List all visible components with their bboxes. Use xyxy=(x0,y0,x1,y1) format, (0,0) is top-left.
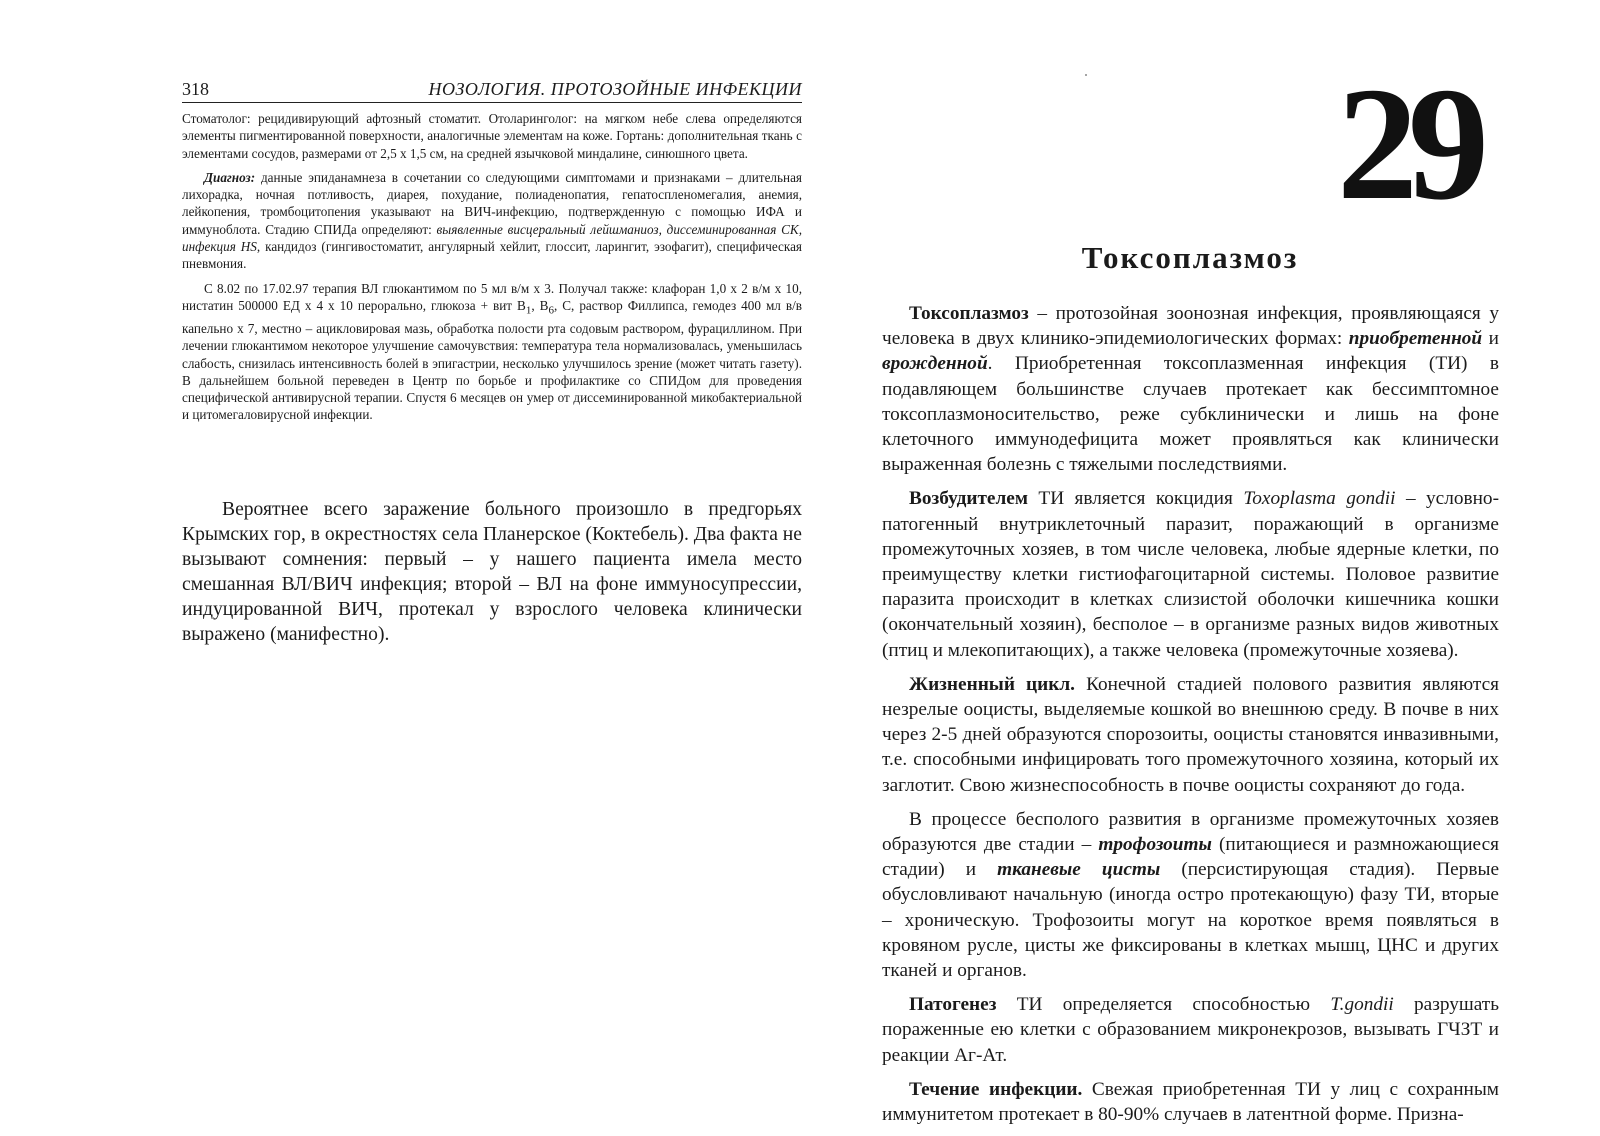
therapy-sub-6: 6 xyxy=(548,304,554,317)
diagnosis-text-a: данные эпиданамнеза в сочетании со следующими симптомами и признаками – длительная лихорадка, ночная потливость, диарея, похудание, полиаденопатия, гепатоспленомегалия, анемия, лейкопения, тромбоцитопения указывают на ВИЧ-инфекцию, подтвержденную с помощью ИФА и иммуноблота. Стадию СПИДа определяют: xyxy=(182,169,802,237)
asexual-text-c: (персистирующая стадия). Первые обусловливают начальную (иногда остро протекающую) фазу ТИ, вторые – хроническую. Трофозоиты могут на короткое время появляться в кровяном русле, цисты же фиксированы в клетках мышц, ЦНС и других тканей и органов. xyxy=(882,859,1499,982)
therapy-mid: , В xyxy=(531,297,549,313)
asexual-trophozoites: трофозоиты xyxy=(1098,834,1212,856)
life-cycle-lead: Жизненный цикл. xyxy=(909,673,1076,695)
course-lead: Течение инфекции. xyxy=(909,1078,1083,1100)
pathogenesis-text-a: ТИ определяется способностью xyxy=(996,994,1331,1016)
paragraph-course xyxy=(882,1077,1499,1127)
pathogenesis-text-b: разрушать пораженные ею клетки с образованием микронекрозов, вызывать ГЧЗТ и реакции Аг-Ат. xyxy=(882,994,1499,1066)
pathogenesis-species: T.gondii xyxy=(1330,994,1394,1016)
running-head-title: НОЗОЛОГИЯ. ПРОТОЗОЙНЫЕ ИНФЕКЦИИ xyxy=(428,79,802,99)
pathogen-text-a: ТИ является кокцидия xyxy=(1027,488,1244,510)
page-number: 318 xyxy=(182,79,209,99)
diagnosis-hs: HS xyxy=(240,239,257,255)
chapter-body xyxy=(882,301,1499,1136)
course-text: Свежая приобретенная ТИ у лиц с сохранным иммунитетом протекает в 80-90% случаев в латентной форме. Призна- xyxy=(882,1078,1499,1126)
pathogen-species: Toxoplasma gondii xyxy=(1243,488,1396,510)
definition-acquired: приобретенной xyxy=(1348,328,1483,350)
pathogen-lead: Возбудителем xyxy=(909,488,1028,510)
therapy-text-a: С 8.02 по 17.02.97 терапия ВЛ глюкантимом по 5 мл в/м х 3. Получал также: клафоран 1,0 х 2 в/м х 10, нистатин 500000 ЕД х 4 х 10 перорально, глюкоза + вит В xyxy=(182,280,802,313)
definition-and: и xyxy=(1482,328,1500,350)
definition-lead: Токсоплазмоз xyxy=(909,303,1029,324)
paragraph-life-cycle xyxy=(882,672,1499,798)
definition-text-b: . Приобретенная токсоплазменная инфекция (ТИ) в подавляющем большинстве случаев протекает как бессимптомное токсоплазмоносительство, реже субклинически и лишь на фоне клеточного иммунодефицита может проявляться как клинически выраженная болезнь с тяжелыми последствиями. xyxy=(882,353,1499,476)
left-conclusion xyxy=(182,497,802,647)
pathogenesis-lead: Патогенез xyxy=(909,994,997,1016)
paragraph-asexual xyxy=(882,807,1499,983)
case-paragraph-therapy xyxy=(182,280,802,424)
life-cycle-text: Конечной стадией полового развития являются незрелые ооцисты, выделяемые кошкой во внешнюю среду. В почве в них через 2-5 дней образуются спорозоиты, ооцисты становятся инвазивными, т.е. способными инфицировать того промежуточного хозяина, который их заглотит. Свою жизнеспособность в почве ооцисты сохраняют до года. xyxy=(882,673,1499,796)
therapy-sub-1: 1 xyxy=(525,304,532,317)
pathogen-text-b: – условно-патогенный внутриклеточный паразит, поражающий в организме промежуточных хозяев, в том числе человека, любые ядерные клетки, по преимуществу клетки гистиофагоцитарной системы. Половое развитие паразита происходит в клетках слизистой оболочки кишечника кошки (окончательный хозяин), бесполое – в организме разных видов животных (птиц и млекопитающих), а также человека (промежуточные хозяева). xyxy=(882,488,1499,661)
asexual-tissue-cysts: тканевые цисты xyxy=(997,859,1161,881)
definition-text-a: – протозойная зоонозная инфекция, проявляющаяся у человека в двух клинико-эпидемиологических формах: xyxy=(882,303,1499,350)
paragraph-definition xyxy=(882,301,1499,477)
chapter-number xyxy=(1318,55,1498,234)
case-paragraph-specialists: Стоматолог: рецидивирующий афтозный стоматит. Отоларинголог: на мягком небе слева определяются элементы пигментированной поверхности, аналогичные элементам на коже. Гортань: дополнительная ткань с элементами сосудов, размерами от 2,5 х 1,5 см, на средней язычковой миндалине, синюшного цвета. xyxy=(182,111,802,161)
scan-speck xyxy=(1085,74,1087,76)
diagnosis-italic: выявленные висцеральный лейшманиоз, диссеминированная СК, инфекция xyxy=(182,221,802,255)
case-paragraph-diagnosis xyxy=(182,169,802,273)
asexual-text-a: В процессе бесполого развития в организме промежуточных хозяев образуются две стадии – xyxy=(882,808,1499,856)
asexual-text-b: (питающиеся и размножающиеся стадии) и xyxy=(882,834,1499,881)
diagnosis-lead: Диагноз: xyxy=(204,169,256,185)
running-head xyxy=(182,78,802,103)
paragraph-pathogenesis xyxy=(882,992,1499,1068)
therapy-text-b: , С, раствор Филлипса, гемодез 400 мл в/в капельно х 7, местно – ацикловировая мазь, обработка полости рта содовым раствором, фурациллином. При лечении глюкантимом некоторое улучшение самочувствия: температура тела нормализовалась, уменьшилась слабость, снизилась интенсивность болей в эпигастрии, несколько улучшилось зрение (может читать газету). В дальнейшем больной переведен в Центр по борьбе и профилактике со СПИДом для проведения специфической антивирусной терапии. Спустя 6 месяцев он умер от диссеминированной микобактериальной и цитомегаловирусной инфекции. xyxy=(182,297,802,423)
chapter-title: Токсоплазмоз xyxy=(1081,240,1299,275)
definition-congenital: врожденной xyxy=(882,353,988,375)
diagnosis-text-b: , кандидоз (гингивостоматит, ангулярный хейлит, глоссит, ларингит, эзофагит), специфическая пневмония. xyxy=(182,239,802,272)
case-notes xyxy=(182,110,802,431)
chapter-number-text: 29 xyxy=(1337,55,1479,234)
paragraph-pathogen xyxy=(882,486,1499,662)
conclusion-paragraph: Вероятнее всего заражение больного произошло в предгорьях Крымских гор, в окрестностях села Планерское (Коктебель). Два факта не вызывают сомнения: первый – у нашего пациента имела место смешанная ВЛ/ВИЧ инфекция; второй – ВЛ на фоне иммуносупрессии, индуцированной ВИЧ, протекал у взрослого человека клинически выражено (манифестно). xyxy=(182,499,802,645)
